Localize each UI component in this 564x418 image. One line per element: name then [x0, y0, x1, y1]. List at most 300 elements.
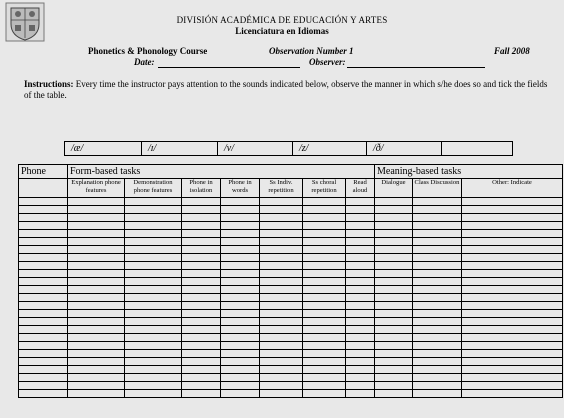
- tick-cell[interactable]: [260, 366, 303, 374]
- tick-cell[interactable]: [68, 374, 125, 382]
- phone-cell[interactable]: [19, 222, 68, 230]
- tick-cell[interactable]: [68, 214, 125, 222]
- column-header: Ss Indiv. repetition: [260, 179, 303, 198]
- tick-cell[interactable]: [182, 326, 221, 334]
- tick-cell[interactable]: [182, 310, 221, 318]
- tick-cell[interactable]: [221, 358, 260, 366]
- tick-cell[interactable]: [303, 246, 346, 254]
- tick-cell[interactable]: [346, 334, 375, 342]
- phone-cell[interactable]: [19, 198, 68, 206]
- tick-cell[interactable]: [303, 278, 346, 286]
- tick-cell[interactable]: [68, 342, 125, 350]
- tick-cell[interactable]: [125, 262, 182, 270]
- tick-cell[interactable]: [413, 342, 462, 350]
- tick-cell[interactable]: [260, 294, 303, 302]
- tick-cell[interactable]: [303, 206, 346, 214]
- tick-cell[interactable]: [375, 390, 413, 398]
- tick-cell[interactable]: [346, 342, 375, 350]
- tick-cell[interactable]: [462, 246, 563, 254]
- tick-cell[interactable]: [303, 318, 346, 326]
- tick-cell[interactable]: [462, 310, 563, 318]
- phone-cell[interactable]: [19, 302, 68, 310]
- tick-cell[interactable]: [346, 326, 375, 334]
- tick-cell[interactable]: [375, 214, 413, 222]
- division-title: DIVISIÓN ACADÉMICA DE EDUCACIÓN Y ARTES: [176, 15, 388, 25]
- tick-cell[interactable]: [68, 318, 125, 326]
- tick-cell[interactable]: [68, 294, 125, 302]
- tick-cell[interactable]: [346, 222, 375, 230]
- tick-cell[interactable]: [260, 334, 303, 342]
- phone-cell[interactable]: [19, 278, 68, 286]
- tick-cell[interactable]: [68, 198, 125, 206]
- tick-cell[interactable]: [462, 286, 563, 294]
- tick-cell[interactable]: [303, 302, 346, 310]
- tick-cell[interactable]: [413, 246, 462, 254]
- tick-cell[interactable]: [462, 318, 563, 326]
- tick-cell[interactable]: [346, 262, 375, 270]
- column-header: Ss choral repetition: [303, 179, 346, 198]
- tick-cell[interactable]: [375, 334, 413, 342]
- tick-cell[interactable]: [125, 198, 182, 206]
- tick-cell[interactable]: [182, 230, 221, 238]
- tick-cell[interactable]: [182, 246, 221, 254]
- tick-cell[interactable]: [375, 358, 413, 366]
- tick-cell[interactable]: [346, 382, 375, 390]
- tick-cell[interactable]: [182, 342, 221, 350]
- tick-cell[interactable]: [346, 294, 375, 302]
- tick-cell[interactable]: [462, 198, 563, 206]
- tick-cell[interactable]: [182, 366, 221, 374]
- phone-cell[interactable]: [19, 358, 68, 366]
- tick-cell[interactable]: [68, 270, 125, 278]
- tick-cell[interactable]: [303, 270, 346, 278]
- tick-cell[interactable]: [413, 334, 462, 342]
- tick-cell[interactable]: [125, 358, 182, 366]
- tick-cell[interactable]: [221, 246, 260, 254]
- tick-cell[interactable]: [462, 230, 563, 238]
- tick-cell[interactable]: [346, 358, 375, 366]
- tick-cell[interactable]: [375, 278, 413, 286]
- tick-cell[interactable]: [260, 374, 303, 382]
- tick-cell[interactable]: [413, 286, 462, 294]
- tick-cell[interactable]: [68, 286, 125, 294]
- tick-cell[interactable]: [125, 318, 182, 326]
- tick-cell[interactable]: [260, 206, 303, 214]
- tick-cell[interactable]: [462, 278, 563, 286]
- tick-cell[interactable]: [182, 278, 221, 286]
- tick-cell[interactable]: [413, 238, 462, 246]
- tick-cell[interactable]: [346, 254, 375, 262]
- phone-cell[interactable]: [19, 214, 68, 222]
- tick-cell[interactable]: [221, 254, 260, 262]
- tick-cell[interactable]: [221, 350, 260, 358]
- tick-cell[interactable]: [303, 374, 346, 382]
- tick-cell[interactable]: [182, 374, 221, 382]
- tick-cell[interactable]: [462, 358, 563, 366]
- phone-cell[interactable]: [19, 390, 68, 398]
- table-row: [19, 230, 563, 238]
- tick-cell[interactable]: [221, 214, 260, 222]
- tick-cell[interactable]: [260, 390, 303, 398]
- tick-cell[interactable]: [346, 350, 375, 358]
- table-row: [19, 326, 563, 334]
- tick-cell[interactable]: [221, 302, 260, 310]
- tick-cell[interactable]: [182, 206, 221, 214]
- phone-cell[interactable]: [19, 350, 68, 358]
- tick-cell[interactable]: [260, 262, 303, 270]
- tick-cell[interactable]: [303, 310, 346, 318]
- tick-cell[interactable]: [221, 366, 260, 374]
- tick-cell[interactable]: [303, 326, 346, 334]
- tick-cell[interactable]: [303, 294, 346, 302]
- tick-cell[interactable]: [303, 262, 346, 270]
- tick-cell[interactable]: [462, 374, 563, 382]
- tick-cell[interactable]: [68, 230, 125, 238]
- tick-cell[interactable]: [462, 206, 563, 214]
- tick-cell[interactable]: [462, 342, 563, 350]
- table-row: [19, 374, 563, 382]
- tick-cell[interactable]: [68, 302, 125, 310]
- tick-cell[interactable]: [260, 254, 303, 262]
- tick-cell[interactable]: [125, 222, 182, 230]
- tick-cell[interactable]: [413, 230, 462, 238]
- tick-cell[interactable]: [375, 262, 413, 270]
- tick-cell[interactable]: [68, 222, 125, 230]
- tick-cell[interactable]: [375, 222, 413, 230]
- tick-cell[interactable]: [68, 390, 125, 398]
- phone-cell[interactable]: [19, 342, 68, 350]
- tick-cell[interactable]: [462, 294, 563, 302]
- tick-cell[interactable]: [375, 198, 413, 206]
- tick-cell[interactable]: [346, 278, 375, 286]
- tick-cell[interactable]: [346, 366, 375, 374]
- tick-cell[interactable]: [346, 246, 375, 254]
- sound-cell: /v/: [218, 142, 293, 156]
- table-row: [19, 206, 563, 214]
- tick-cell[interactable]: [303, 350, 346, 358]
- tick-cell[interactable]: [221, 390, 260, 398]
- tick-cell[interactable]: [182, 302, 221, 310]
- tick-cell[interactable]: [182, 214, 221, 222]
- tick-cell[interactable]: [221, 222, 260, 230]
- tick-cell[interactable]: [68, 350, 125, 358]
- tick-cell[interactable]: [221, 310, 260, 318]
- tick-cell[interactable]: [125, 270, 182, 278]
- tick-cell[interactable]: [68, 262, 125, 270]
- tick-cell[interactable]: [221, 230, 260, 238]
- tick-cell[interactable]: [68, 326, 125, 334]
- tick-cell[interactable]: [68, 246, 125, 254]
- tick-cell[interactable]: [462, 270, 563, 278]
- phone-cell[interactable]: [19, 294, 68, 302]
- tick-cell[interactable]: [182, 382, 221, 390]
- tick-cell[interactable]: [413, 198, 462, 206]
- tick-cell[interactable]: [346, 286, 375, 294]
- tick-cell[interactable]: [182, 286, 221, 294]
- tick-cell[interactable]: [125, 350, 182, 358]
- tick-cell[interactable]: [375, 270, 413, 278]
- table-row: [19, 262, 563, 270]
- tick-cell[interactable]: [462, 326, 563, 334]
- tick-cell[interactable]: [375, 294, 413, 302]
- tick-cell[interactable]: [346, 374, 375, 382]
- tick-cell[interactable]: [303, 286, 346, 294]
- phone-cell[interactable]: [19, 374, 68, 382]
- tick-cell[interactable]: [260, 286, 303, 294]
- phone-cell[interactable]: [19, 366, 68, 374]
- tick-cell[interactable]: [462, 302, 563, 310]
- tick-cell[interactable]: [413, 206, 462, 214]
- tick-cell[interactable]: [462, 350, 563, 358]
- tick-cell[interactable]: [125, 254, 182, 262]
- tick-cell[interactable]: [68, 206, 125, 214]
- phone-cell[interactable]: [19, 286, 68, 294]
- tick-cell[interactable]: [413, 358, 462, 366]
- tick-cell[interactable]: [68, 334, 125, 342]
- tick-cell[interactable]: [375, 326, 413, 334]
- tick-cell[interactable]: [221, 318, 260, 326]
- tick-cell[interactable]: [260, 326, 303, 334]
- tick-cell[interactable]: [125, 286, 182, 294]
- tick-cell[interactable]: [375, 310, 413, 318]
- tick-cell[interactable]: [260, 222, 303, 230]
- tick-cell[interactable]: [182, 358, 221, 366]
- tick-cell[interactable]: [221, 278, 260, 286]
- tick-cell[interactable]: [303, 238, 346, 246]
- tick-cell[interactable]: [375, 246, 413, 254]
- tick-cell[interactable]: [125, 382, 182, 390]
- tick-cell[interactable]: [462, 366, 563, 374]
- tick-cell[interactable]: [221, 198, 260, 206]
- tick-cell[interactable]: [413, 214, 462, 222]
- tick-cell[interactable]: [260, 246, 303, 254]
- tick-cell[interactable]: [125, 366, 182, 374]
- tick-cell[interactable]: [303, 214, 346, 222]
- date-field[interactable]: [158, 67, 300, 68]
- tick-cell[interactable]: [413, 318, 462, 326]
- tick-cell[interactable]: [221, 334, 260, 342]
- tick-cell[interactable]: [413, 374, 462, 382]
- tick-cell[interactable]: [221, 238, 260, 246]
- tick-cell[interactable]: [462, 334, 563, 342]
- tick-cell[interactable]: [462, 390, 563, 398]
- tick-cell[interactable]: [125, 342, 182, 350]
- tick-cell[interactable]: [68, 366, 125, 374]
- phone-cell[interactable]: [19, 334, 68, 342]
- tick-cell[interactable]: [260, 230, 303, 238]
- tick-cell[interactable]: [375, 230, 413, 238]
- tick-cell[interactable]: [125, 390, 182, 398]
- phone-cell[interactable]: [19, 238, 68, 246]
- tick-cell[interactable]: [260, 342, 303, 350]
- tick-cell[interactable]: [260, 350, 303, 358]
- tick-cell[interactable]: [68, 358, 125, 366]
- tick-cell[interactable]: [221, 286, 260, 294]
- tick-cell[interactable]: [375, 374, 413, 382]
- tick-cell[interactable]: [413, 270, 462, 278]
- tick-cell[interactable]: [346, 302, 375, 310]
- phone-cell[interactable]: [19, 262, 68, 270]
- tick-cell[interactable]: [68, 310, 125, 318]
- tick-cell[interactable]: [413, 382, 462, 390]
- form-tasks-header: Form-based tasks: [68, 165, 375, 179]
- tick-cell[interactable]: [221, 382, 260, 390]
- tick-cell[interactable]: [125, 294, 182, 302]
- tick-cell[interactable]: [303, 390, 346, 398]
- tick-cell[interactable]: [303, 342, 346, 350]
- observation-number: Observation Number 1: [269, 46, 354, 56]
- tick-cell[interactable]: [303, 230, 346, 238]
- tick-cell[interactable]: [125, 230, 182, 238]
- table-row: [19, 238, 563, 246]
- tick-cell[interactable]: [375, 238, 413, 246]
- tick-cell[interactable]: [375, 286, 413, 294]
- tick-cell[interactable]: [260, 214, 303, 222]
- phone-cell[interactable]: [19, 310, 68, 318]
- tick-cell[interactable]: [413, 350, 462, 358]
- tick-cell[interactable]: [221, 206, 260, 214]
- phone-cell[interactable]: [19, 246, 68, 254]
- tick-cell[interactable]: [182, 350, 221, 358]
- table-row: [19, 390, 563, 398]
- tick-cell[interactable]: [68, 254, 125, 262]
- tick-cell[interactable]: [462, 238, 563, 246]
- observer-field[interactable]: [347, 67, 485, 68]
- tick-cell[interactable]: [413, 390, 462, 398]
- tick-cell[interactable]: [462, 214, 563, 222]
- tick-cell[interactable]: [303, 334, 346, 342]
- tick-cell[interactable]: [125, 326, 182, 334]
- tick-cell[interactable]: [413, 278, 462, 286]
- tick-cell[interactable]: [125, 374, 182, 382]
- tick-cell[interactable]: [346, 318, 375, 326]
- phone-cell[interactable]: [19, 230, 68, 238]
- tick-cell[interactable]: [182, 334, 221, 342]
- tick-cell[interactable]: [125, 238, 182, 246]
- tick-cell[interactable]: [462, 222, 563, 230]
- tick-cell[interactable]: [346, 206, 375, 214]
- tick-cell[interactable]: [221, 326, 260, 334]
- tick-cell[interactable]: [413, 294, 462, 302]
- tick-cell[interactable]: [125, 246, 182, 254]
- tick-cell[interactable]: [303, 382, 346, 390]
- column-header: Phone in isolation: [182, 179, 221, 198]
- table-row: [19, 342, 563, 350]
- tick-cell[interactable]: [303, 222, 346, 230]
- tick-cell[interactable]: [260, 198, 303, 206]
- tick-cell[interactable]: [375, 382, 413, 390]
- tick-cell[interactable]: [303, 358, 346, 366]
- tick-cell[interactable]: [182, 254, 221, 262]
- tick-cell[interactable]: [68, 238, 125, 246]
- tick-cell[interactable]: [221, 374, 260, 382]
- table-row: [19, 310, 563, 318]
- tick-cell[interactable]: [182, 270, 221, 278]
- tick-cell[interactable]: [68, 382, 125, 390]
- tick-cell[interactable]: [182, 222, 221, 230]
- tick-cell[interactable]: [182, 318, 221, 326]
- table-row: [19, 254, 563, 262]
- table-row: [19, 286, 563, 294]
- tick-cell[interactable]: [346, 198, 375, 206]
- tick-cell[interactable]: [346, 214, 375, 222]
- tick-cell[interactable]: [413, 326, 462, 334]
- tick-cell[interactable]: [125, 278, 182, 286]
- tick-cell[interactable]: [125, 310, 182, 318]
- tick-cell[interactable]: [182, 262, 221, 270]
- tick-cell[interactable]: [260, 238, 303, 246]
- tick-cell[interactable]: [375, 366, 413, 374]
- tick-cell[interactable]: [221, 342, 260, 350]
- tick-cell[interactable]: [375, 342, 413, 350]
- tick-cell[interactable]: [303, 198, 346, 206]
- tick-cell[interactable]: [375, 254, 413, 262]
- tick-cell[interactable]: [303, 366, 346, 374]
- tick-cell[interactable]: [413, 222, 462, 230]
- tick-cell[interactable]: [125, 302, 182, 310]
- table-row: [19, 294, 563, 302]
- table-row: [19, 214, 563, 222]
- tick-cell[interactable]: [182, 198, 221, 206]
- tick-cell[interactable]: [68, 278, 125, 286]
- tick-cell[interactable]: [303, 254, 346, 262]
- date-label: Date:: [134, 57, 155, 67]
- tick-cell[interactable]: [260, 302, 303, 310]
- tick-cell[interactable]: [346, 230, 375, 238]
- tick-cell[interactable]: [462, 254, 563, 262]
- tick-cell[interactable]: [182, 390, 221, 398]
- tick-cell[interactable]: [375, 302, 413, 310]
- tick-cell[interactable]: [260, 278, 303, 286]
- tick-cell[interactable]: [413, 302, 462, 310]
- phone-cell[interactable]: [19, 382, 68, 390]
- phone-cell[interactable]: [19, 326, 68, 334]
- tick-cell[interactable]: [413, 254, 462, 262]
- phone-cell[interactable]: [19, 318, 68, 326]
- tick-cell[interactable]: [413, 310, 462, 318]
- tick-cell[interactable]: [260, 382, 303, 390]
- tick-cell[interactable]: [375, 206, 413, 214]
- tick-cell[interactable]: [125, 206, 182, 214]
- tick-cell[interactable]: [375, 350, 413, 358]
- tick-cell[interactable]: [346, 238, 375, 246]
- column-header: Phone in words: [221, 179, 260, 198]
- tick-cell[interactable]: [346, 390, 375, 398]
- tick-cell[interactable]: [413, 262, 462, 270]
- tick-cell[interactable]: [182, 238, 221, 246]
- tick-cell[interactable]: [260, 318, 303, 326]
- tick-cell[interactable]: [221, 294, 260, 302]
- tick-cell[interactable]: [182, 294, 221, 302]
- tick-cell[interactable]: [221, 270, 260, 278]
- phone-cell[interactable]: [19, 270, 68, 278]
- tick-cell[interactable]: [462, 262, 563, 270]
- tick-cell[interactable]: [413, 366, 462, 374]
- tick-cell[interactable]: [375, 318, 413, 326]
- phone-cell[interactable]: [19, 254, 68, 262]
- tick-cell[interactable]: [260, 310, 303, 318]
- tick-cell[interactable]: [125, 214, 182, 222]
- instructions-label: Instructions:: [24, 79, 74, 89]
- phone-cell[interactable]: [19, 206, 68, 214]
- tick-cell[interactable]: [260, 358, 303, 366]
- tick-cell[interactable]: [462, 382, 563, 390]
- tick-cell[interactable]: [260, 270, 303, 278]
- tick-cell[interactable]: [221, 262, 260, 270]
- tick-cell[interactable]: [346, 310, 375, 318]
- tick-cell[interactable]: [346, 270, 375, 278]
- tick-cell[interactable]: [125, 334, 182, 342]
